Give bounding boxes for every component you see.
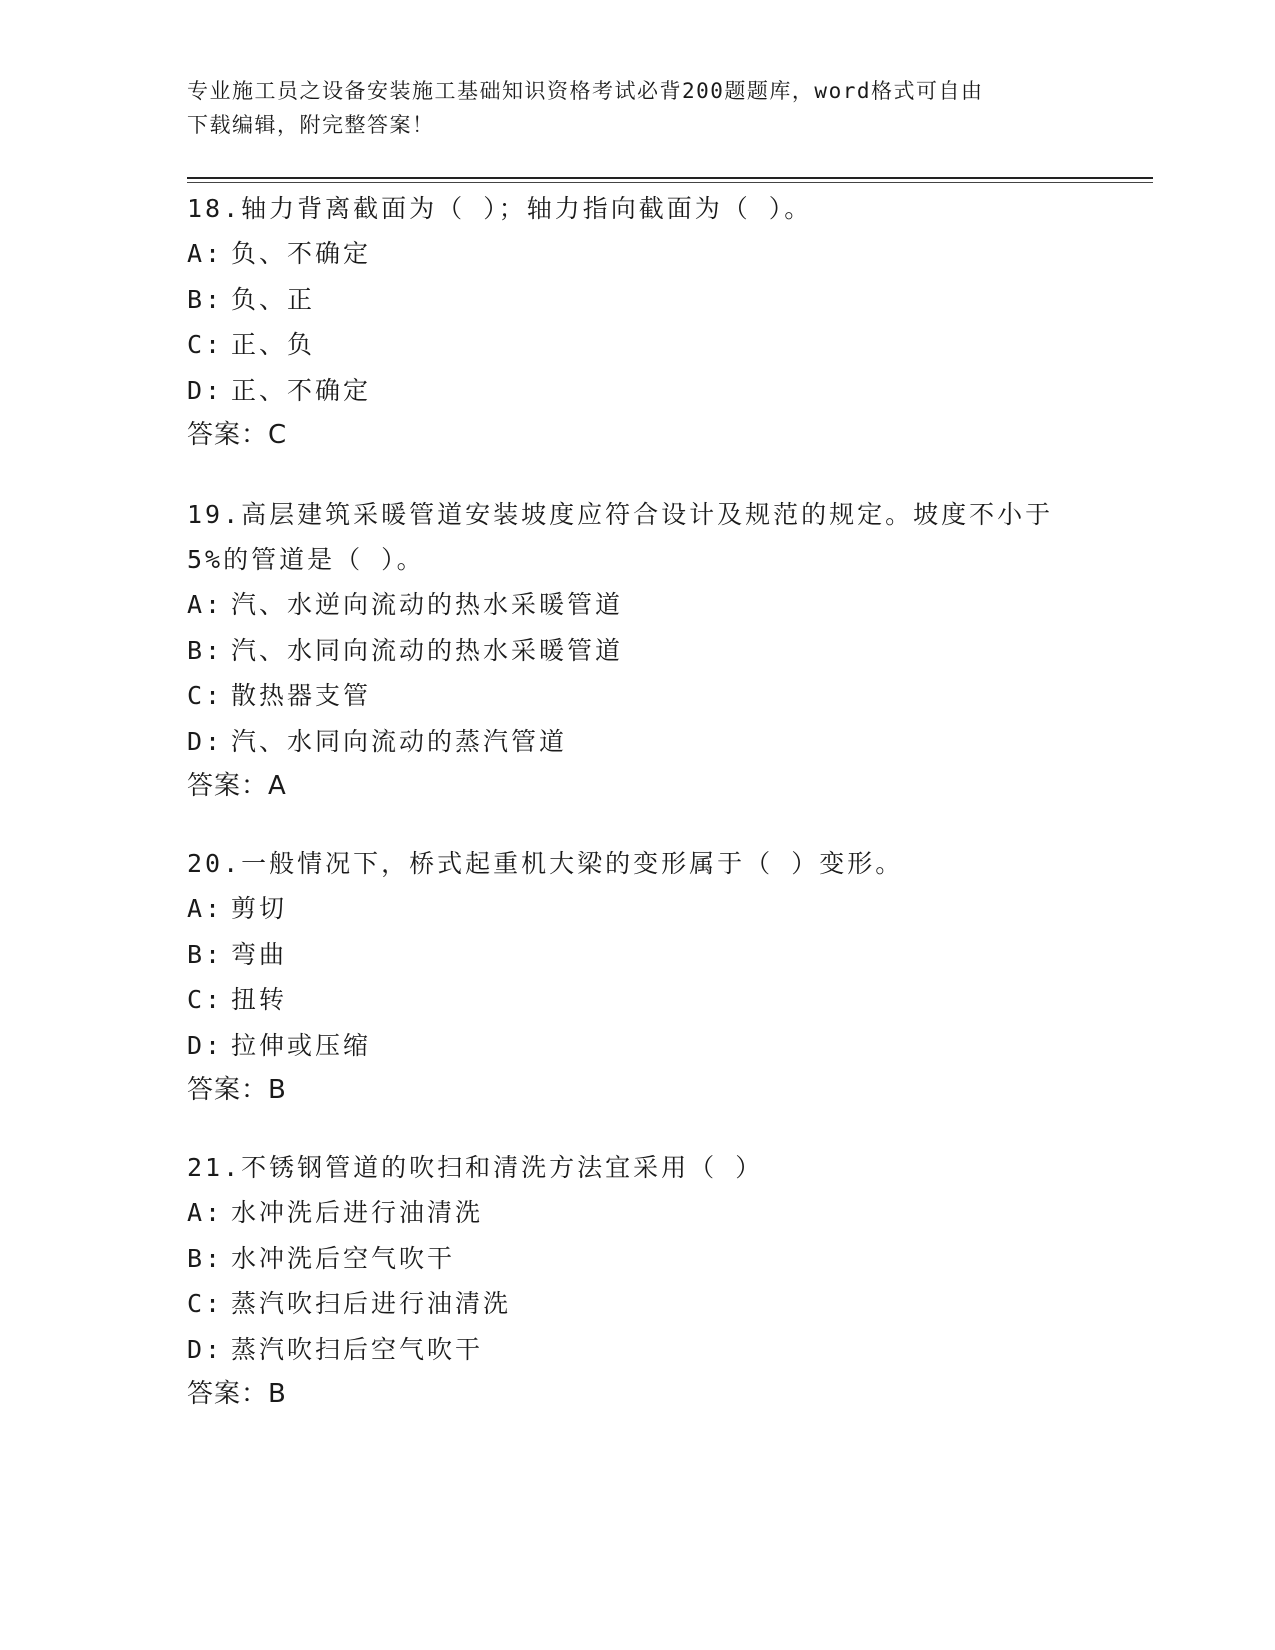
option-key: A:: [187, 894, 224, 923]
question-20: [187, 841, 1087, 1113]
option-key: A:: [187, 1198, 224, 1227]
option-key: A:: [187, 590, 224, 619]
option-key: B:: [187, 635, 224, 665]
option-b: [187, 628, 1087, 674]
option-d: [187, 719, 1087, 765]
question-21: [187, 1145, 1087, 1417]
option-text: 水冲洗后进行油清洗: [231, 1198, 484, 1227]
option-key: D:: [187, 1030, 224, 1060]
option-key: B:: [187, 939, 224, 969]
header-divider-thick: [187, 177, 1153, 179]
option-a: [187, 886, 1087, 932]
question-stem-line-2: 5%的管道是（ ）。: [187, 545, 425, 574]
option-text: 弯曲: [231, 939, 288, 969]
option-b: [187, 277, 1087, 323]
option-key: C:: [187, 1289, 224, 1319]
option-text: 负、不确定: [231, 239, 372, 268]
option-text: 汽、水逆向流动的热水采暖管道: [231, 590, 624, 619]
option-d: [187, 1023, 1087, 1069]
answer: 答案：B: [187, 1379, 287, 1410]
option-key: D:: [187, 375, 224, 405]
option-c: [187, 673, 1087, 719]
question-stem: 18.轴力背离截面为（ ）；轴力指向截面为（ ）。: [187, 194, 813, 223]
option-text: 蒸汽吹扫后进行油清洗: [231, 1289, 512, 1319]
option-key: B:: [187, 284, 224, 314]
option-text: 汽、水同向流动的热水采暖管道: [231, 635, 624, 665]
option-text: 散热器支管: [231, 681, 372, 711]
option-d: [187, 1327, 1087, 1373]
option-b: [187, 1236, 1087, 1282]
option-a: [187, 231, 1087, 277]
option-key: D:: [187, 1334, 224, 1364]
header-line-2: 下载编辑，附完整答案！: [187, 113, 435, 137]
question-19: [187, 492, 1087, 809]
option-key: D:: [187, 726, 224, 756]
option-a: [187, 582, 1087, 628]
option-d: [187, 368, 1087, 414]
option-c: [187, 1281, 1087, 1327]
option-c: [187, 322, 1087, 368]
header-line-1: 专业施工员之设备安装施工基础知识资格考试必背200题题库，word格式可自由: [187, 79, 984, 103]
option-text: 扭转: [231, 985, 288, 1015]
option-a: [187, 1190, 1087, 1236]
option-text: 汽、水同向流动的蒸汽管道: [231, 726, 568, 756]
option-text: 正、不确定: [231, 375, 372, 405]
option-key: C:: [187, 681, 224, 711]
question-stem: 20.一般情况下，桥式起重机大梁的变形属于（ ）变形。: [187, 849, 904, 878]
question-stem: 21.不锈钢管道的吹扫和清洗方法宜采用（ ）: [187, 1153, 764, 1182]
option-key: C:: [187, 330, 224, 360]
document-header: [187, 74, 1087, 142]
option-text: 负、正: [231, 284, 316, 314]
answer: 答案：C: [187, 420, 288, 451]
option-text: 剪切: [231, 894, 288, 923]
option-text: 正、负: [231, 330, 316, 360]
option-c: [187, 977, 1087, 1023]
option-key: C:: [187, 985, 224, 1015]
option-text: 蒸汽吹扫后空气吹干: [231, 1334, 484, 1364]
answer: 答案：A: [187, 771, 287, 802]
option-key: A:: [187, 239, 224, 268]
option-key: B:: [187, 1243, 224, 1273]
answer: 答案：B: [187, 1075, 287, 1106]
option-b: [187, 932, 1087, 978]
option-text: 拉伸或压缩: [231, 1030, 372, 1060]
question-18: [187, 186, 1087, 458]
header-divider-thin: [187, 182, 1153, 183]
question-stem-line-1: 19.高层建筑采暖管道安装坡度应符合设计及规范的规定。坡度不小于: [187, 500, 1054, 529]
option-text: 水冲洗后空气吹干: [231, 1243, 456, 1273]
